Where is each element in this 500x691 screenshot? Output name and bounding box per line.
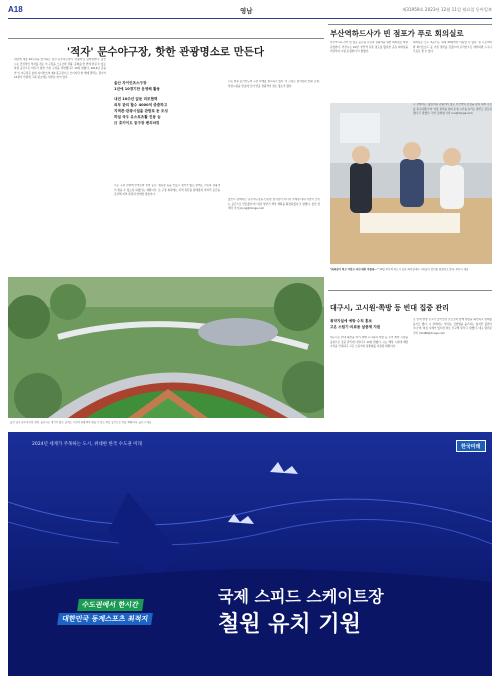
- ad-tag-winter-sports: 대한민국 동계스포츠 최적지: [57, 613, 153, 625]
- left-article-body-col1: 내년에 개장 10주년을 맞이하는 울산 문수야구장이 '관광지'로 탈바꿈한다. 울산시는 만성적인 적자를 겪는 이 구장을 스포츠와 관광, 문화를 한 번에 즐길 수 있는 복합 공간으로 바꾸기 위한 기본 구상을 마련했다고 10일 밝혔다. 2014년 문을 연 이 야구장은 롯데 자이언츠의 제2 홈구장으로 쓰이지만 한 해에 열리는 경기가 10경기 안팎에 그쳐 평소에는 대부분 비어 있다.: [14, 58, 106, 79]
- right-article-body-col2: 회의실은 모두 3곳으로, 최대 20명까지 이용할 수 있다. 빔 프로젝터와 화이트보드 등 기본 장비를 갖췄으며 온라인으로 예약하면 누구나 무료로 쓸 수 있다.: [413, 41, 492, 53]
- issue-info: 제31959호 2023년 12월 11일 월요일 동아일보: [402, 7, 492, 12]
- ad-logo-text: 한국미래: [461, 444, 481, 450]
- subhead: 1년에 10경기만 운영해 활용: [114, 87, 160, 91]
- caption-text: 10일 부산역 하드사 공유 회의실에서 시민들이 장비를 점검하고 있다. 부산시 제공: [379, 268, 469, 271]
- right-article-body-col3: 시 관계자는 '출장객과 관광객이 많은 부산역의 장점을 살려 회의 수요를 흡수하겠다'며 '이용 실적을 살펴 운영 시간을 늘리는 방안도 검토하겠다'고 말했다. 부산 김화영 기자 run@donga.com: [413, 103, 492, 115]
- ad-logo: [456, 440, 486, 452]
- subhead: 울산 자이언츠스구장: [114, 81, 147, 85]
- subhead: 내년 10주년 앞둔 미모협력: [114, 97, 158, 101]
- stadium-photo-caption: 울산 남구 문수야구장 전경. 울산시는 경기가 없는 날에도 시민과 관광객이 찾을 수 있는 복합 공간으로 만들 계획이다. 울산시 제공: [10, 421, 152, 424]
- caption-quote: "회의실이 허고 가입고 샤인 대한 마씀처...": [330, 268, 379, 271]
- second-article-body-col2: 또 빈대 발생 신고가 들어오면 보건소와 함께 현장을 확인하고 방제를 돕기로 했다. 시 관계자는 '빈대는 감염병을 옮기지는 않지만 불편이 크다'며 '의심 사례가 있으면 바로 신고해 달라'고 말했다. 대구 명민준 기자 mmj86@donga.com: [413, 318, 492, 335]
- right-article-body-col1: 부산역 하드사가 빈 점포 공간을 시민과 관광객을 위한 회의실로 바꿔 운영한다. 부산시는 10일 '부산역 유휴 점포를 활용한 공유 회의실을 이달부터 시범 운영한다'고 밝혔다.: [330, 41, 408, 53]
- right-article-divider: [328, 24, 492, 25]
- meeting-photo-caption: [330, 268, 492, 272]
- advertisement-banner: [8, 432, 492, 676]
- section-name: 영남: [240, 7, 253, 15]
- ad-title-line1: 국제 스피드 스케이트장: [218, 587, 384, 606]
- second-article-headline: 대구시, 고시원·쪽방 등 빈대 집중 관리: [330, 304, 449, 312]
- subhead: 하일 국우 유스포츠활 진동 능: [114, 115, 161, 119]
- subhead: 외부 관리 할수 4000억 중층하고: [114, 103, 168, 107]
- subhead: 고온 스팀기·의료용 살충제 지원: [330, 325, 381, 329]
- page-number: A18: [8, 5, 23, 14]
- subhead: 지역론-관광시설을 관람로 둔 조성: [114, 109, 168, 113]
- right-article-headline: 부산역하드사가 빈 점포가 푸로 회의실로: [330, 29, 464, 38]
- stadium-aerial-photo: [8, 277, 324, 418]
- second-article-body-col1: 대구시는 빈대 확산을 막기 위해 고시원과 쪽방 등 주거 취약 시설을 중심으로 집중 관리에 나선다고 10일 밝혔다. 시는 해당 시설에 예방 수칙을 안내하고 고온 스팀기와 살충제를 지원할 계획이다.: [330, 336, 408, 348]
- subhead: 日 호카이도 등구장 벤치마킹: [114, 121, 160, 125]
- left-article-body-col3: 시는 일본 홋카이도의 구장 사례를 참고하고 있다. 이 구장은 경기장과 호텔, 온천, 상업시설을 한곳에 모아 연중 관광객이 찾는 명소가 됐다.: [228, 80, 320, 88]
- left-article-body-col2: 시는 구장 주변에 산책로와 전망 공간, 캠핑장 등을 만들고 경기가 없는 날에도 시민과 관광객이 찾을 수 있도록 하겠다는 계획이다. 또 구장 외곽에는 지역 특산품 판매장과 먹거리 공간을 조성해 지역 상권과 연계할 방침이다.: [114, 184, 220, 196]
- left-article-subheads: [114, 80, 220, 126]
- left-article-headline: '적자' 문수야구장, 핫한 관광명소로 만든다: [66, 46, 265, 58]
- ad-title-line2: 철원 유치 기원: [218, 612, 361, 637]
- ad-top-text: 2024년 세계가 주목하는 도시, 위대한 한국 수도권 미래: [32, 442, 142, 447]
- left-article-body-col3b: 울산시 관계자는 '문수야구장을 단순한 경기장이 아니라 사계절 내내 사람이 모이는 공간으로 만들겠다'며 '내년 상반기 세부 계획을 확정하겠다'고 말했다. 울산 정재락 기자 jrjung@donga.com: [228, 198, 320, 210]
- subhead: 취약지설에 예방 수칙 홍보: [330, 319, 372, 323]
- second-article-divider: [328, 290, 492, 291]
- page-header: [8, 5, 492, 19]
- ad-tag-commute: 수도권에서 한시간: [77, 599, 143, 611]
- second-article-subheads: [330, 318, 408, 330]
- left-article-divider: [8, 38, 324, 39]
